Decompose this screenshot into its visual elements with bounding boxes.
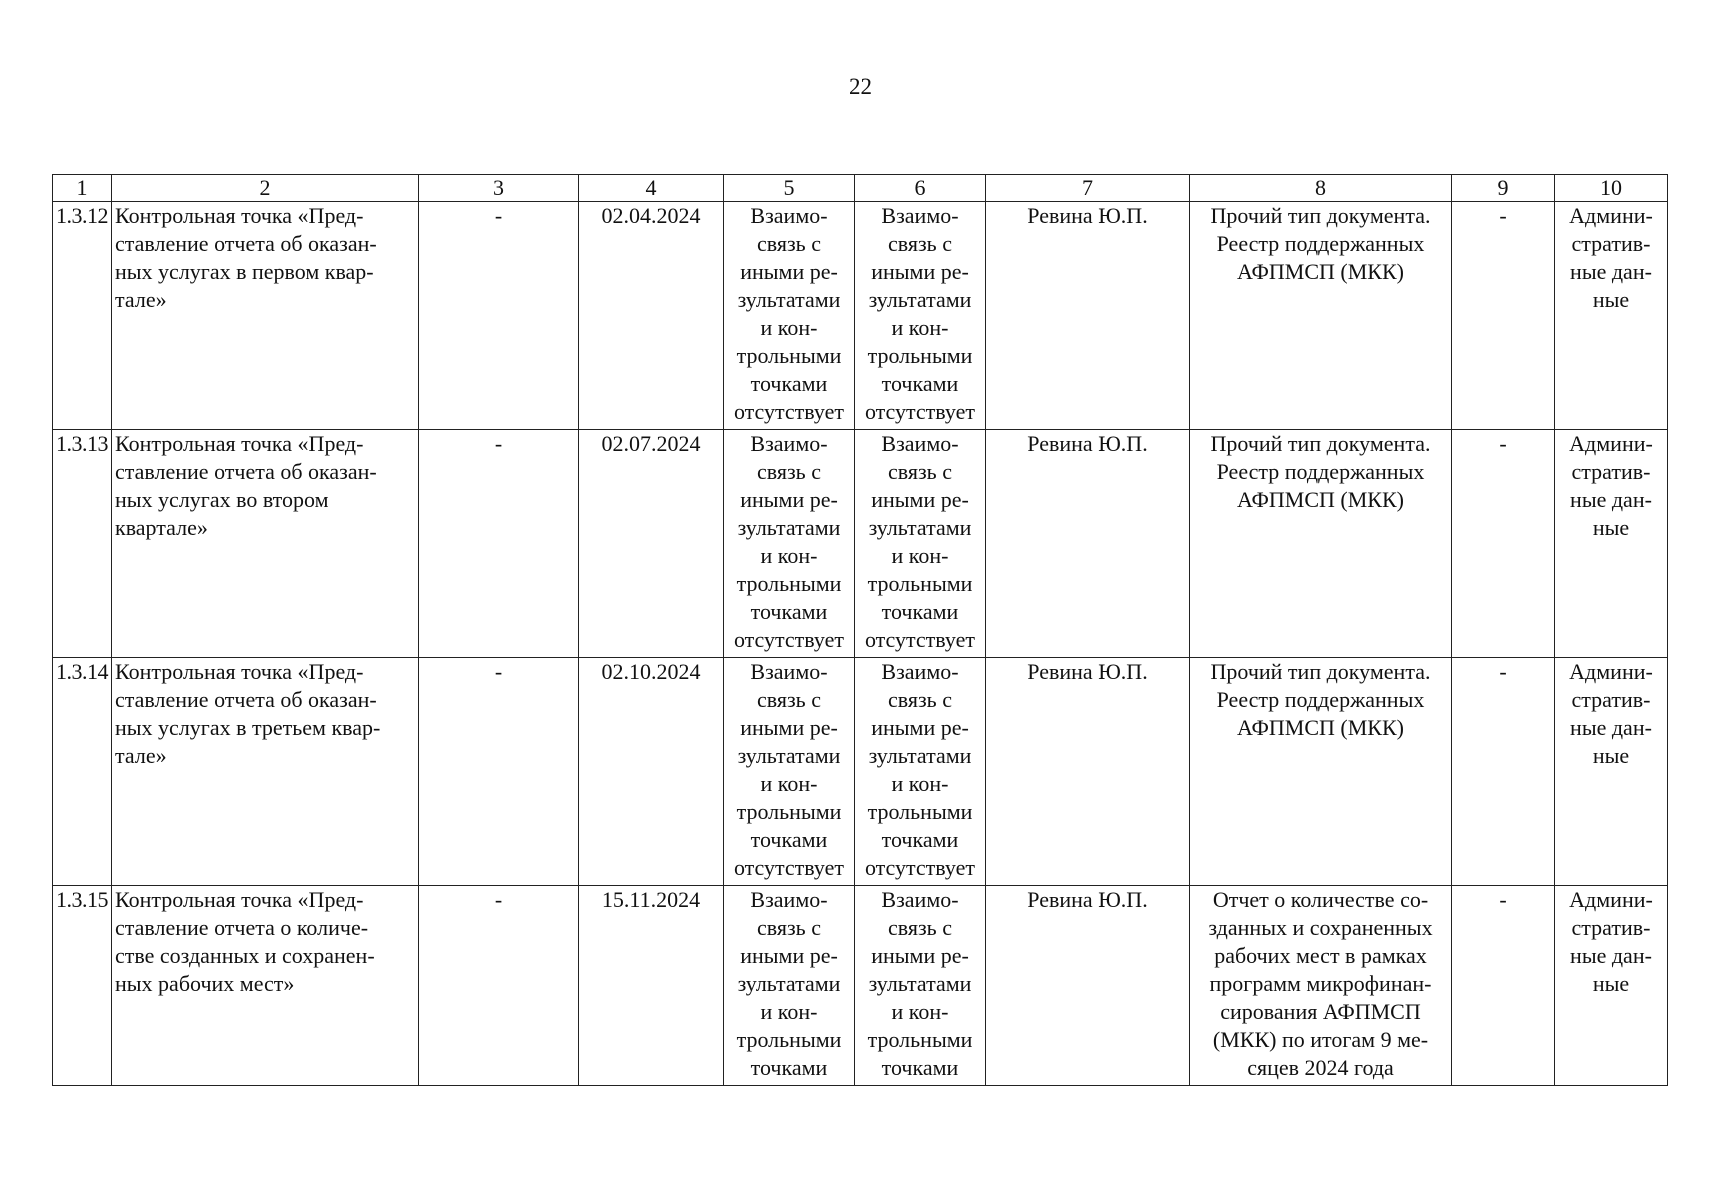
row-col6: Взаимо- связь с иными ре- зультатами и кон- трольными точками отсутствует bbox=[855, 202, 986, 430]
row-title: Контрольная точка «Пред- ставление отчета о количе- стве созданных и сохранен- ных рабочих мест» bbox=[112, 886, 419, 1086]
row-col3: - bbox=[419, 202, 579, 430]
row-title: Контрольная точка «Пред- ставление отчета об оказан- ных услугах в первом квар- тале» bbox=[112, 202, 419, 430]
row-date: 02.04.2024 bbox=[579, 202, 724, 430]
row-col5: Взаимо- связь с иными ре- зультатами и кон- трольными точками bbox=[724, 886, 855, 1086]
column-header: 6 bbox=[855, 175, 986, 202]
table-row bbox=[53, 202, 1668, 430]
column-header: 3 bbox=[419, 175, 579, 202]
column-header: 4 bbox=[579, 175, 724, 202]
row-document: Отчет о количестве со- зданных и сохраненных рабочих мест в рамках программ микрофинан- сирования АФПМСП (МКК) по итогам 9 ме- сяцев 2024 года bbox=[1190, 886, 1452, 1086]
row-date: 02.07.2024 bbox=[579, 430, 724, 658]
column-header: 10 bbox=[1555, 175, 1668, 202]
row-document: Прочий тип документа. Реестр поддержанных АФПМСП (МКК) bbox=[1190, 430, 1452, 658]
column-header: 2 bbox=[112, 175, 419, 202]
row-col5: Взаимо- связь с иными ре- зультатами и кон- трольными точками отсутствует bbox=[724, 202, 855, 430]
row-number: 1.3.12 bbox=[53, 202, 112, 430]
row-col10: Админи- стратив- ные дан- ные bbox=[1555, 202, 1668, 430]
column-header: 8 bbox=[1190, 175, 1452, 202]
row-title: Контрольная точка «Пред- ставление отчета об оказан- ных услугах во втором квартале» bbox=[112, 430, 419, 658]
row-title: Контрольная точка «Пред- ставление отчета об оказан- ных услугах в третьем квар- тале» bbox=[112, 658, 419, 886]
row-col9: - bbox=[1452, 430, 1555, 658]
row-col6: Взаимо- связь с иными ре- зультатами и кон- трольными точками bbox=[855, 886, 986, 1086]
row-col9: - bbox=[1452, 202, 1555, 430]
row-responsible: Ревина Ю.П. bbox=[986, 658, 1190, 886]
row-col10: Админи- стратив- ные дан- ные bbox=[1555, 658, 1668, 886]
row-number: 1.3.15 bbox=[53, 886, 112, 1086]
page-number: 22 bbox=[849, 74, 872, 99]
row-document: Прочий тип документа. Реестр поддержанных АФПМСП (МКК) bbox=[1190, 202, 1452, 430]
column-header: 1 bbox=[53, 175, 112, 202]
header-row bbox=[53, 175, 1668, 202]
row-col6: Взаимо- связь с иными ре- зультатами и кон- трольными точками отсутствует bbox=[855, 658, 986, 886]
row-col3: - bbox=[419, 886, 579, 1086]
row-col10: Админи- стратив- ные дан- ные bbox=[1555, 430, 1668, 658]
row-number: 1.3.14 bbox=[53, 658, 112, 886]
table-row bbox=[53, 886, 1668, 1086]
row-col9: - bbox=[1452, 886, 1555, 1086]
row-responsible: Ревина Ю.П. bbox=[986, 430, 1190, 658]
column-header: 5 bbox=[724, 175, 855, 202]
row-date: 15.11.2024 bbox=[579, 886, 724, 1086]
row-col3: - bbox=[419, 658, 579, 886]
row-number: 1.3.13 bbox=[53, 430, 112, 658]
row-col5: Взаимо- связь с иными ре- зультатами и кон- трольными точками отсутствует bbox=[724, 658, 855, 886]
row-responsible: Ревина Ю.П. bbox=[986, 886, 1190, 1086]
row-col9: - bbox=[1452, 658, 1555, 886]
row-col3: - bbox=[419, 430, 579, 658]
row-col10: Админи- стратив- ные дан- ные bbox=[1555, 886, 1668, 1086]
row-col6: Взаимо- связь с иными ре- зультатами и кон- трольными точками отсутствует bbox=[855, 430, 986, 658]
table-row bbox=[53, 430, 1668, 658]
row-date: 02.10.2024 bbox=[579, 658, 724, 886]
table-row bbox=[53, 658, 1668, 886]
column-header: 7 bbox=[986, 175, 1190, 202]
row-col5: Взаимо- связь с иными ре- зультатами и кон- трольными точками отсутствует bbox=[724, 430, 855, 658]
row-responsible: Ревина Ю.П. bbox=[986, 202, 1190, 430]
row-document: Прочий тип документа. Реестр поддержанных АФПМСП (МКК) bbox=[1190, 658, 1452, 886]
column-header: 9 bbox=[1452, 175, 1555, 202]
control-points-table bbox=[52, 174, 1668, 1086]
